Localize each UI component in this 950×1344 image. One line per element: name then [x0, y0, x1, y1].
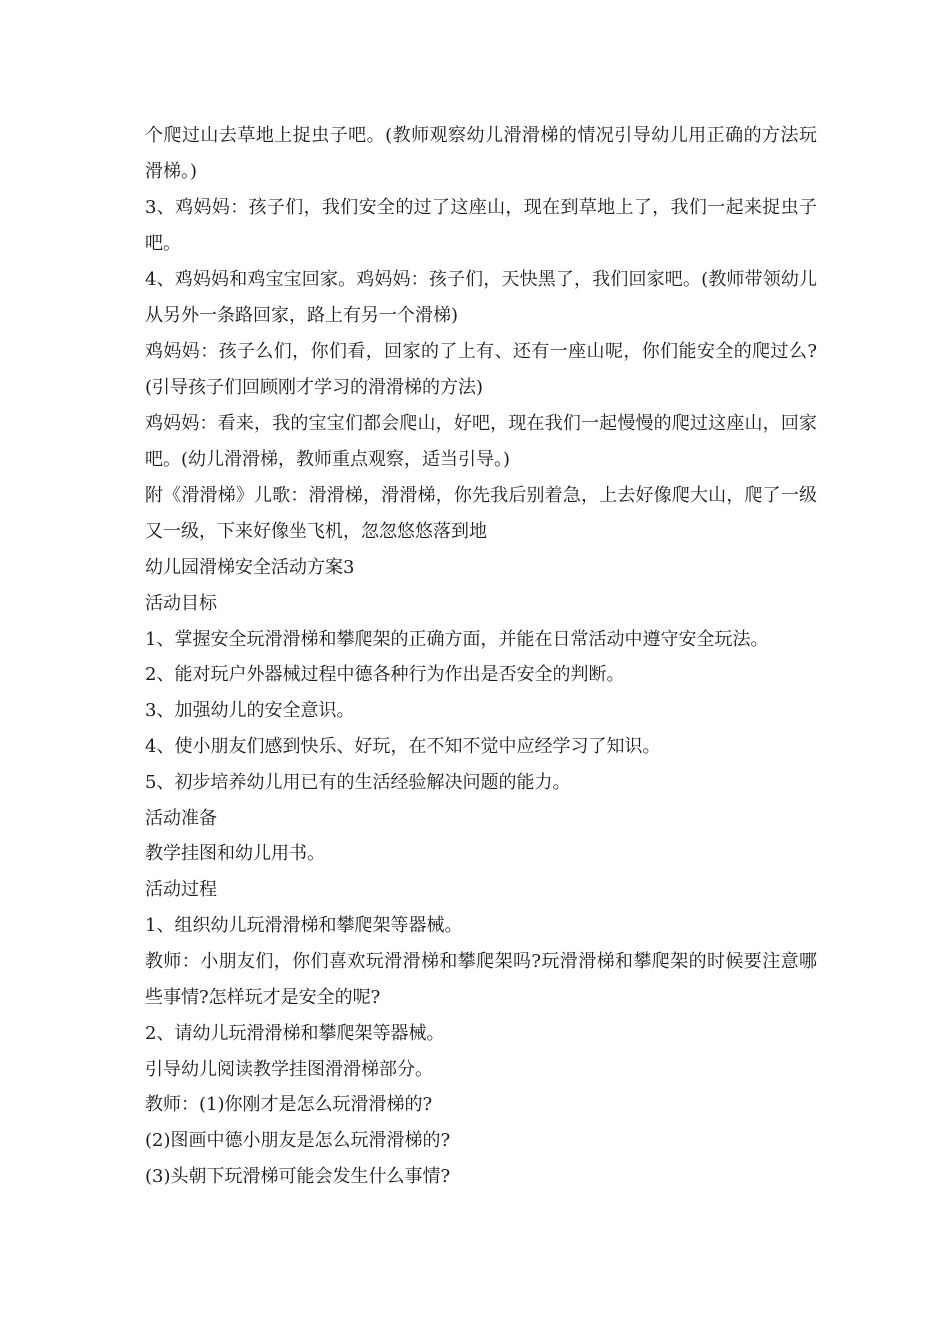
question-line: 教师：(1)你刚才是怎么玩滑滑梯的? — [145, 1094, 433, 1116]
list-item: 2、请幼儿玩滑滑梯和攀爬架等器械。 — [145, 1022, 445, 1044]
section-heading: 活动准备 — [145, 807, 217, 829]
paragraph: 附《滑滑梯》儿歌：滑滑梯，滑滑梯，你先我后别着急，上去好像爬大山，爬了一级又一级，下来好像坐飞机，忽忽悠悠落到地 — [145, 485, 817, 542]
paragraph: 鸡妈妈：看来，我的宝宝们都会爬山，好吧，现在我们一起慢慢的爬过这座山，回家吧。(幼儿滑滑梯，教师重点观察，适当引导。) — [145, 413, 817, 470]
section-heading: 活动过程 — [145, 879, 217, 901]
paragraph: 教师：小朋友们，你们喜欢玩滑滑梯和攀爬架吗?玩滑滑梯和攀爬架的时候要注意哪些事情?怎样玩才是安全的呢? — [145, 950, 817, 1008]
question-line: (3)头朝下玩滑梯可能会发生什么事情? — [145, 1165, 451, 1187]
section-heading: 活动目标 — [145, 592, 217, 614]
section-title: 幼儿园滑梯安全活动方案3 — [145, 557, 355, 578]
text-line: 引导幼儿阅读教学挂图滑滑梯部分。 — [145, 1058, 433, 1080]
list-item: 1、组织幼儿玩滑滑梯和攀爬架等器械。 — [145, 914, 463, 936]
text-line: 教学挂图和幼儿用书。 — [145, 843, 325, 865]
list-item: 1、掌握安全玩滑滑梯和攀爬架的正确方面，并能在日常活动中遵守安全玩法。 — [145, 628, 769, 650]
document-body — [145, 118, 817, 1195]
paragraph: 鸡妈妈：孩子么们，你们看，回家的了上有、还有一座山呢，你们能安全的爬过么?(引导孩子们回顾刚才学习的滑滑梯的方法) — [145, 341, 817, 398]
list-item: 2、能对玩户外器械过程中德各种行为作出是否安全的判断。 — [145, 664, 625, 686]
question-line: (2)图画中德小朋友是怎么玩滑滑梯的? — [145, 1130, 451, 1152]
list-item: 5、初步培养幼儿用已有的生活经验解决问题的能力。 — [145, 771, 571, 793]
paragraph: 3、鸡妈妈：孩子们，我们安全的过了这座山，现在到草地上了，我们一起来捉虫子吧。 — [145, 197, 817, 254]
list-item: 3、加强幼儿的安全意识。 — [145, 700, 355, 722]
list-item: 4、使小朋友们感到快乐、好玩，在不知不觉中应经学习了知识。 — [145, 735, 661, 757]
paragraph: 个爬过山去草地上捉虫子吧。(教师观察幼儿滑滑梯的情况引导幼儿用正确的方法玩滑梯。) — [145, 125, 817, 182]
paragraph: 4、鸡妈妈和鸡宝宝回家。鸡妈妈：孩子们，天快黑了，我们回家吧。(教师带领幼儿从另外一条路回家，路上有另一个滑梯) — [145, 269, 817, 326]
